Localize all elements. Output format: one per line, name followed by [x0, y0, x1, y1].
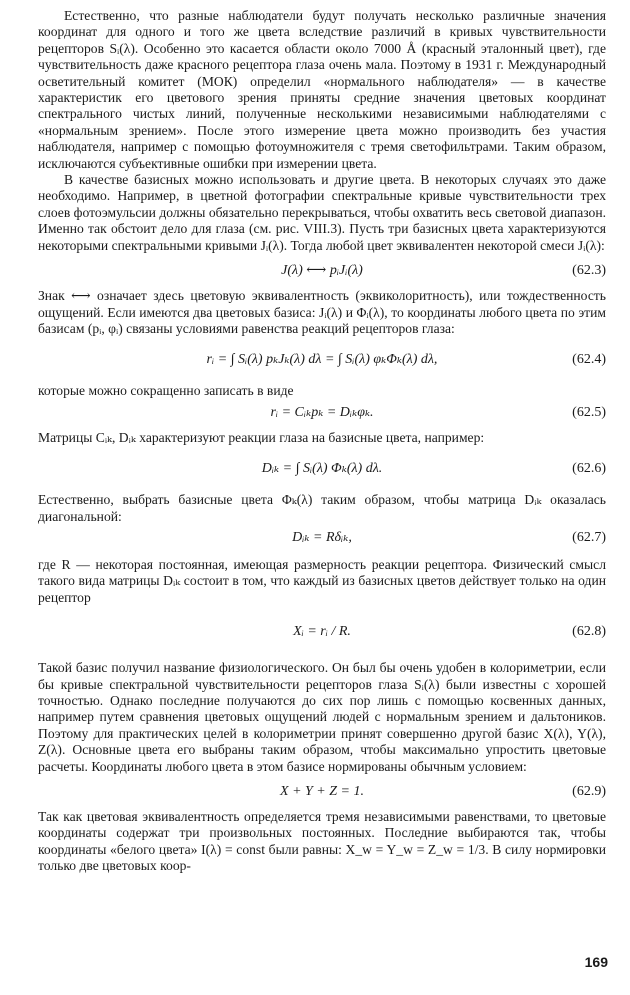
formula-62-4	[38, 337, 606, 383]
paragraph-8: Такой базис получил название физиологического. Он был бы очень удобен в колориметрии, если бы кривые спектральной чувствительности рецепторов глаза Sᵢ(λ) были известны с хорошей точностью. Однако последние получаются до сих пор лишь с помощью косвенных данных, например путем сравнения цветовых ощущений людей с нормальным зрением и дальтоников. Поэтому для практических целей в колориметрии принят совершенно другой базис X(λ), Y(λ), Z(λ). Основные цвета его выбраны таким образом, чтобы максимально упростить цветовые расчеты. Координаты любого цвета в этом базисе нормированы обычным условием:	[38, 660, 606, 774]
formula-62-6-expression: Dᵢₖ = ∫ Sᵢ(λ) Φₖ(λ) dλ.	[261, 460, 383, 476]
paragraph-1: Естественно, что разные наблюдатели будут получать несколько различные значения координат для одного и того же цвета вследствие различий в кривых чувствительности рецепторов Sᵢ(λ). Особенно это касается области около 7000 Å (красный эталонный цвет), где чувствительность даже красного рецептора глаза очень мала. Поэтому в 1931 г. Международный осветительный комитет (МОК) определил «нормального наблюдателя» — в качестве характеристик его цветового зрения приняты средние значения цветовых координат спектрального чистых линий, полученные несколькими независимыми наблюдателями с «нормальным зрением». После этого измерение цвета можно производить без участия наблюдателя, например с помощью фотоумножителя с тремя светофильтрами. Таким образом, исключаются субъективные ошибки при измерении цвета.	[38, 8, 606, 171]
formula-62-7-number: (62.7)	[572, 529, 606, 545]
formula-62-9-expression: X + Y + Z = 1.	[280, 783, 364, 799]
formula-62-3	[38, 254, 606, 288]
formula-62-5-expression: rᵢ = Cᵢₖpₖ = Dᵢₖφₖ.	[270, 404, 374, 420]
formula-62-8	[38, 606, 606, 658]
formula-62-6	[38, 446, 606, 492]
formula-62-4-number: (62.4)	[572, 352, 606, 368]
paragraph-3: Знак ⟷ означает здесь цветовую эквивалентность (эквиколоритность), или тождественность ощущений. Если имеются два цветовых базиса: Jᵢ(λ) и Φᵢ(λ), то координаты любого цвета по этим базисам (pᵢ, φᵢ) связаны условиями равенства реакций рецепторов глаза:	[38, 288, 606, 336]
formula-62-8-expression: Xᵢ = rᵢ / R.	[293, 623, 351, 639]
formula-62-3-expression: J(λ) ⟷ pᵢJᵢ(λ)	[281, 262, 363, 278]
paragraph-2: В качестве базисных можно использовать и другие цвета. В некоторых случаях это даже необходимо. Например, в цветной фотографии спектральные кривые чувствительности трех слоев фотоэмульсии должны обязательно перекрываться, чтобы охватить весь световой диапазон. Именно так обстоит дело для глаза (см. рис. VIII.3). Пусть три базисных цвета характеризуются некоторыми спектральными кривыми Jᵢ(λ). Тогда любой цвет эквивалентен некоторой смеси Jᵢ(λ):	[38, 172, 606, 253]
paragraph-9: Так как цветовая эквивалентность определяется тремя независимыми равенствами, то цветовые координаты содержат три произвольных постоянных. Последние выбираются так, чтобы координаты «белого цвета» I(λ) = const были равны: X_w = Y_w = Z_w = 1/3. В силу нормировки только две цветовых коор-	[38, 809, 606, 874]
paragraph-4: которые можно сокращенно записать в виде	[38, 383, 294, 399]
formula-62-5	[38, 400, 606, 426]
page-number: 169	[584, 954, 608, 970]
formula-62-5-number: (62.5)	[572, 404, 606, 420]
paragraph-5: Матрицы Cᵢₖ, Dᵢₖ характеризуют реакции глаза на базисные цвета, например:	[38, 429, 485, 445]
formula-62-6-number: (62.6)	[572, 460, 606, 476]
formula-62-4-expression: rᵢ = ∫ Sᵢ(λ) pₖJₖ(λ) dλ = ∫ Sᵢ(λ) φₖΦₖ(λ) dλ,	[206, 352, 438, 368]
page-body	[38, 8, 606, 875]
formula-62-7-expression: Dᵢₖ = Rδᵢₖ,	[292, 529, 352, 545]
paragraph-6: Естественно, выбрать базисные цвета Φₖ(λ) таким образом, чтобы матрица Dᵢₖ оказалась диагональной:	[38, 492, 606, 524]
formula-62-9	[38, 775, 606, 809]
formula-62-8-number: (62.8)	[572, 623, 606, 639]
paragraph-7: где R — некоторая постоянная, имеющая размерность реакции рецептора. Физический смысл такого вида матрицы Dᵢₖ состоит в том, что каждый из базисных цветов действует только на один рецептор	[38, 556, 606, 605]
formula-62-7	[38, 525, 606, 551]
formula-62-9-number: (62.9)	[572, 783, 606, 799]
formula-62-3-number: (62.3)	[572, 262, 606, 278]
